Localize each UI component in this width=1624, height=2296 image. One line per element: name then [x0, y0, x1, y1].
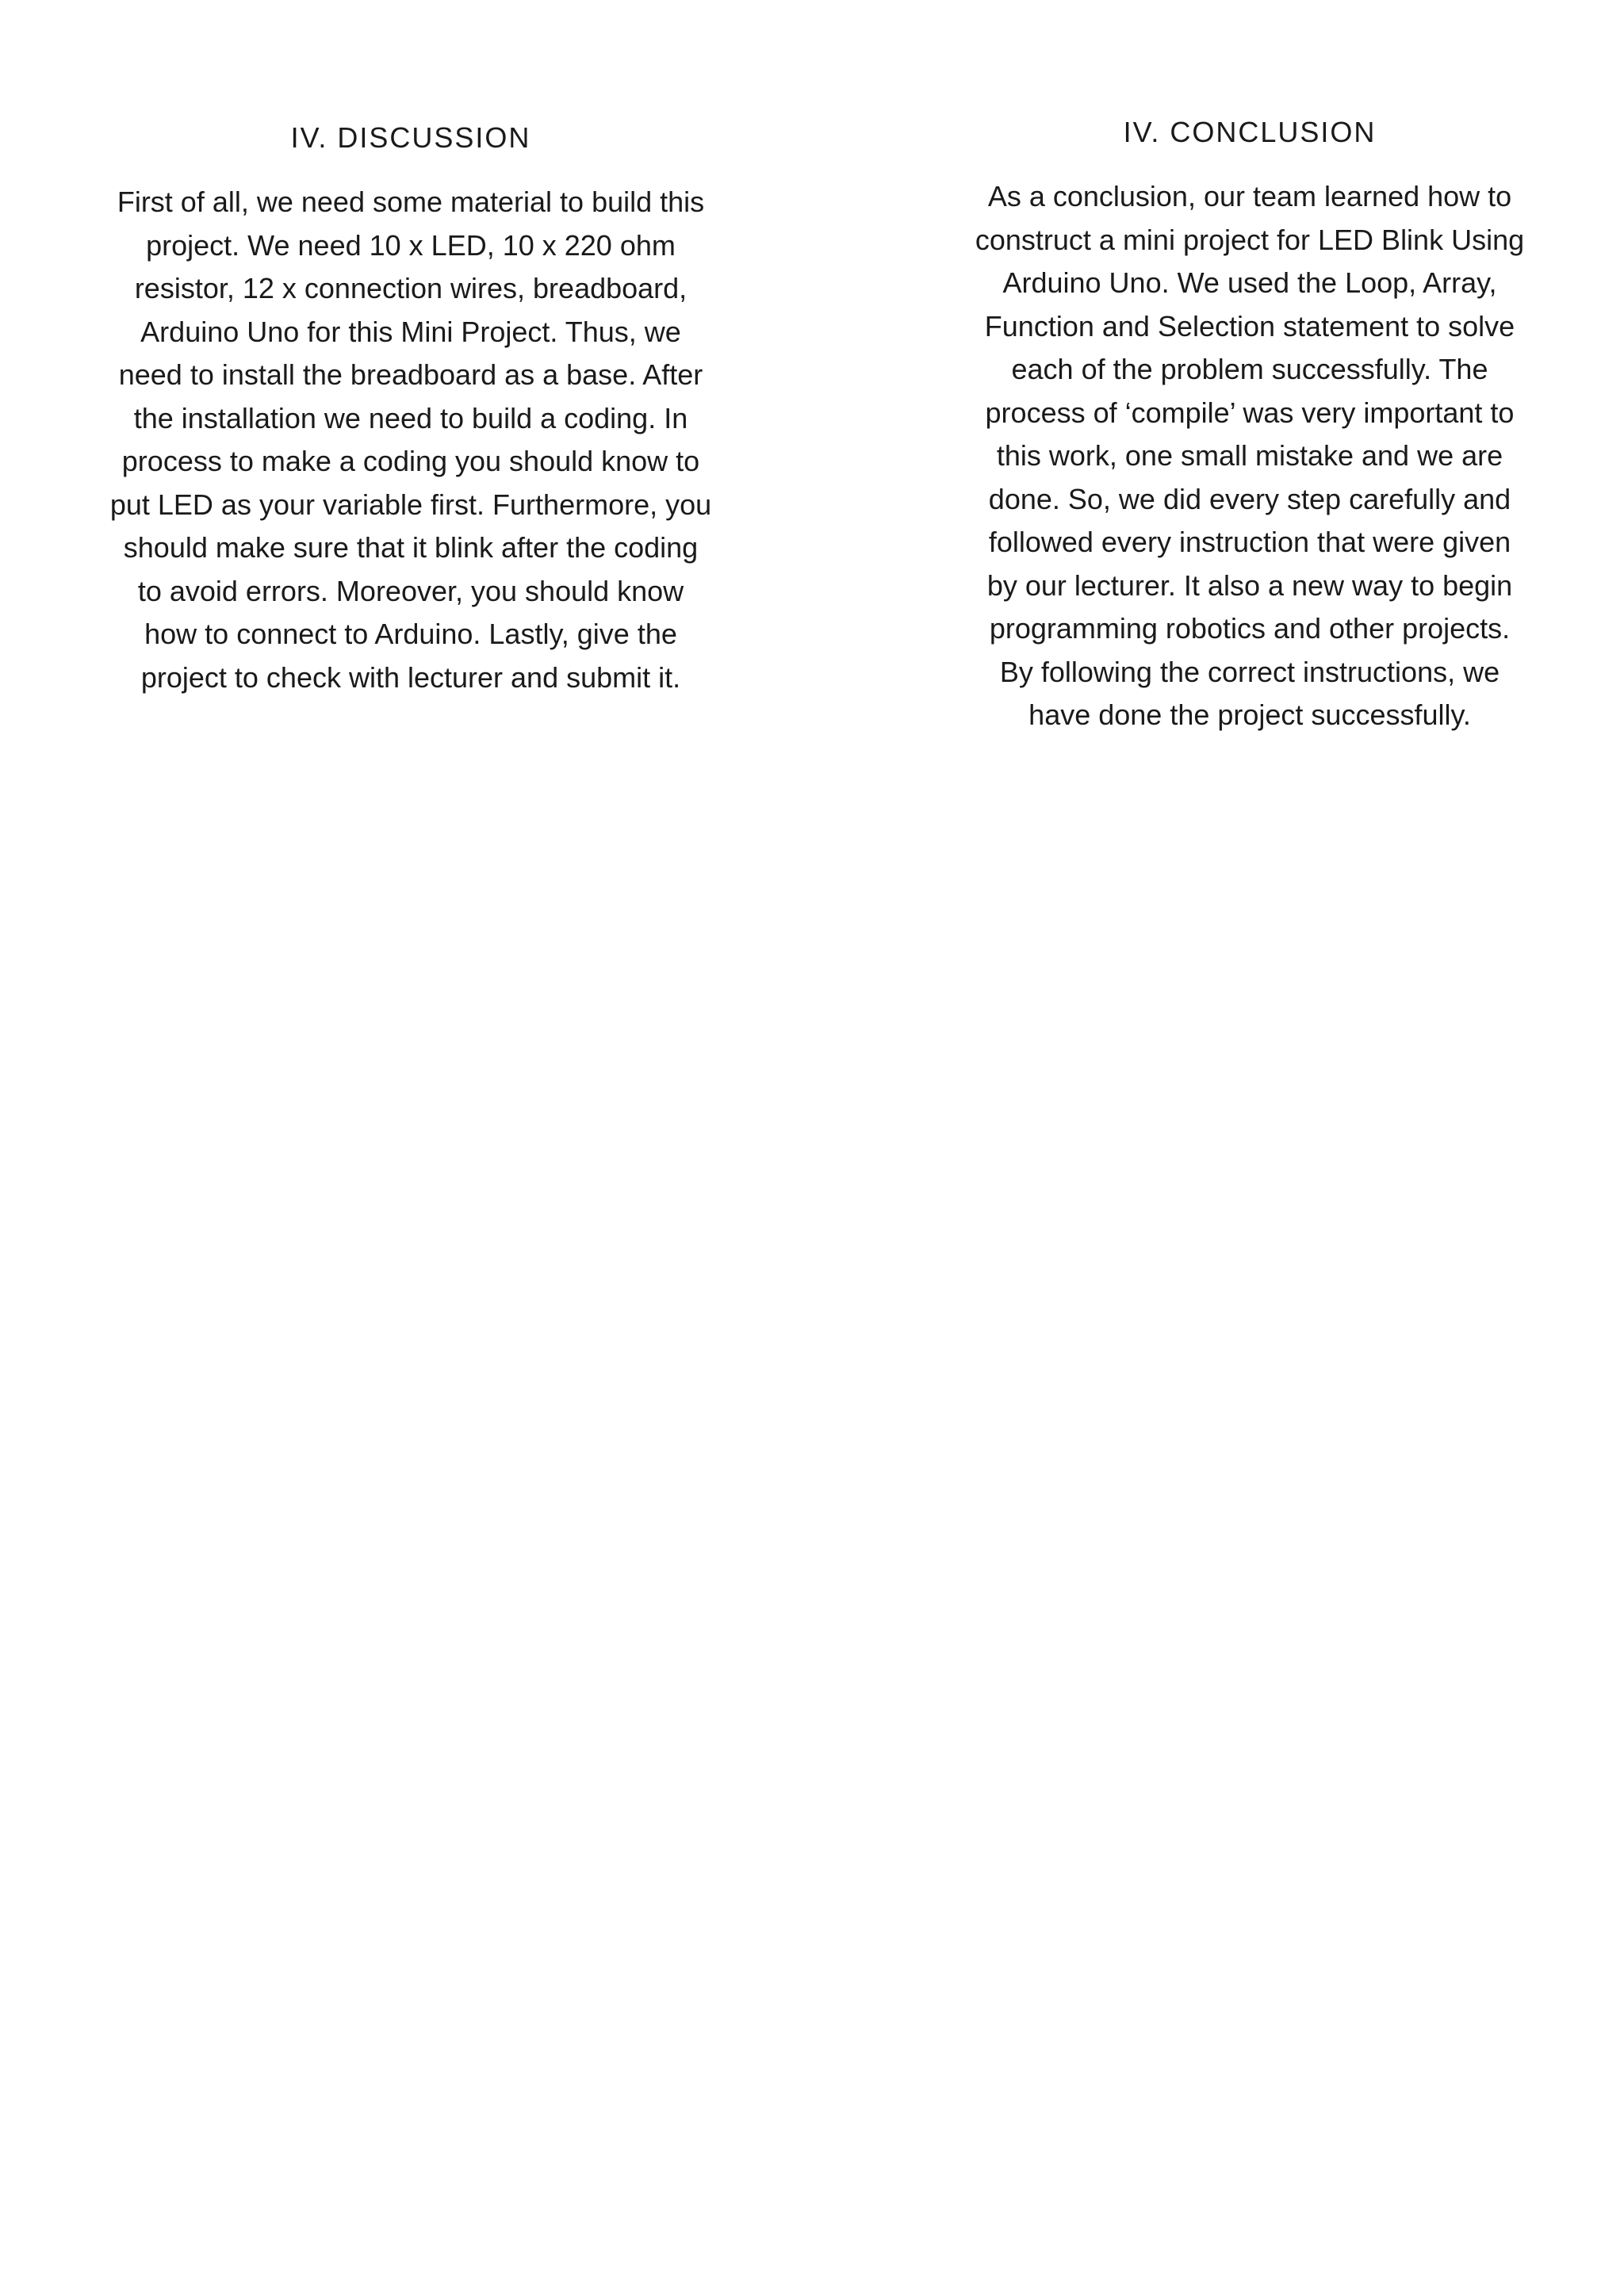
conclusion-line: by our lecturer. It also a new way to begin: [986, 568, 1513, 602]
conclusion-line: Arduino Uno. We used the Loop, Array,: [1002, 266, 1497, 299]
discussion-section: [89, 119, 733, 699]
conclusion-paragraph: [928, 175, 1572, 737]
discussion-line: how to connect to Arduino. Lastly, give the: [144, 618, 677, 650]
conclusion-heading: IV. CONCLUSION: [1123, 116, 1377, 148]
conclusion-line: programming robotics and other projects.: [989, 612, 1511, 645]
conclusion-line: done. So, we did every step carefully and: [988, 482, 1511, 515]
discussion-line: need to install the breadboard as a base. After: [118, 358, 703, 391]
conclusion-line: As a conclusion, our team learned how to: [987, 180, 1512, 212]
conclusion-line: Function and Selection statement to solve: [984, 309, 1515, 342]
discussion-line: Arduino Uno for this Mini Project. Thus, we: [140, 315, 681, 348]
discussion-line: should make sure that it blink after the coding: [123, 531, 699, 564]
conclusion-line: process of ‘compile’ was very important to: [985, 396, 1515, 429]
discussion-line: project to check with lecturer and submit it.: [140, 660, 681, 694]
discussion-paragraph: [89, 181, 733, 699]
conclusion-section: [928, 113, 1572, 737]
discussion-line: to avoid errors. Moreover, you should know: [137, 574, 684, 607]
conclusion-line: By following the correct instructions, we: [999, 655, 1500, 688]
conclusion-line: followed every instruction that were given: [988, 526, 1511, 558]
discussion-line: project. We need 10 x LED, 10 x 220 ohm: [146, 228, 676, 262]
discussion-heading: IV. DISCUSSION: [290, 121, 531, 154]
conclusion-line: construct a mini project for LED Blink Using: [975, 223, 1525, 256]
conclusion-line: this work, one small mistake and we are: [996, 439, 1503, 472]
discussion-line: process to make a coding you should know to: [121, 445, 700, 477]
conclusion-line: each of the problem successfully. The: [1011, 353, 1488, 385]
conclusion-line: have done the project successfully.: [1028, 698, 1471, 731]
discussion-line: First of all, we need some material to build this: [117, 186, 705, 218]
discussion-line: put LED as your variable first. Furthermore, you: [109, 488, 712, 521]
discussion-line: resistor, 12 x connection wires, breadboard,: [134, 272, 688, 304]
discussion-line: the installation we need to build a coding. In: [133, 401, 688, 434]
